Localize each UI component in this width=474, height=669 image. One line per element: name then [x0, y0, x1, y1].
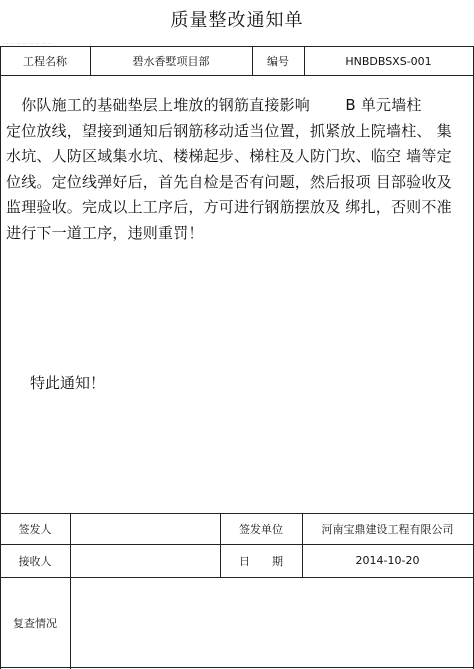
body-line: 水坑、人防区域集水坑、楼梯起步、梯柱及人防门坎、临空 墙等定	[6, 147, 452, 165]
notice-closing: 特此通知！	[30, 374, 106, 392]
issuing-unit-value: 河南宝鼎建设工程有限公司	[321, 522, 454, 536]
project-name-label: 工程名称	[23, 55, 67, 68]
project-name-value: 碧水香墅项目部	[132, 55, 210, 68]
number-label: 编号	[267, 55, 289, 68]
body-line: 进行下一道工序，违则重罚！	[6, 223, 204, 242]
review-label: 复查情况	[13, 617, 57, 630]
document-title: 质量整改通知单	[170, 10, 304, 31]
header-fine-print: … … … … … … … …	[4, 40, 53, 45]
row-divider	[0, 75, 474, 76]
date-label: 日 期	[239, 554, 283, 568]
body-line: 你队施工的基础垫层上堆放的钢筋直接影响 B 单元墙柱	[6, 96, 422, 114]
body-line: 定位放线，望接到通知后钢筋移动适当位置，抓紧放上院墙柱、 集	[6, 121, 452, 140]
review-field[interactable]	[70, 577, 473, 669]
receiver-field[interactable]	[70, 544, 220, 577]
receiver-label: 接收人	[18, 554, 52, 568]
date-value: 2014-10-20	[355, 554, 420, 567]
notice-body	[6, 93, 470, 246]
notice-form-table	[0, 46, 474, 668]
issuer-field[interactable]	[70, 513, 220, 544]
issuing-unit-label: 签发单位	[239, 522, 283, 536]
body-line: 位线。定位线弹好后，首先自检是否有问题，然后报项 目部验收及	[6, 172, 452, 191]
body-line: 监理验收。完成以上工序后，方可进行钢筋摆放及 绑扎，否则不准	[6, 198, 452, 216]
number-value: HNBDBSXS-001	[345, 54, 432, 68]
issuer-label: 签发人	[18, 522, 52, 536]
